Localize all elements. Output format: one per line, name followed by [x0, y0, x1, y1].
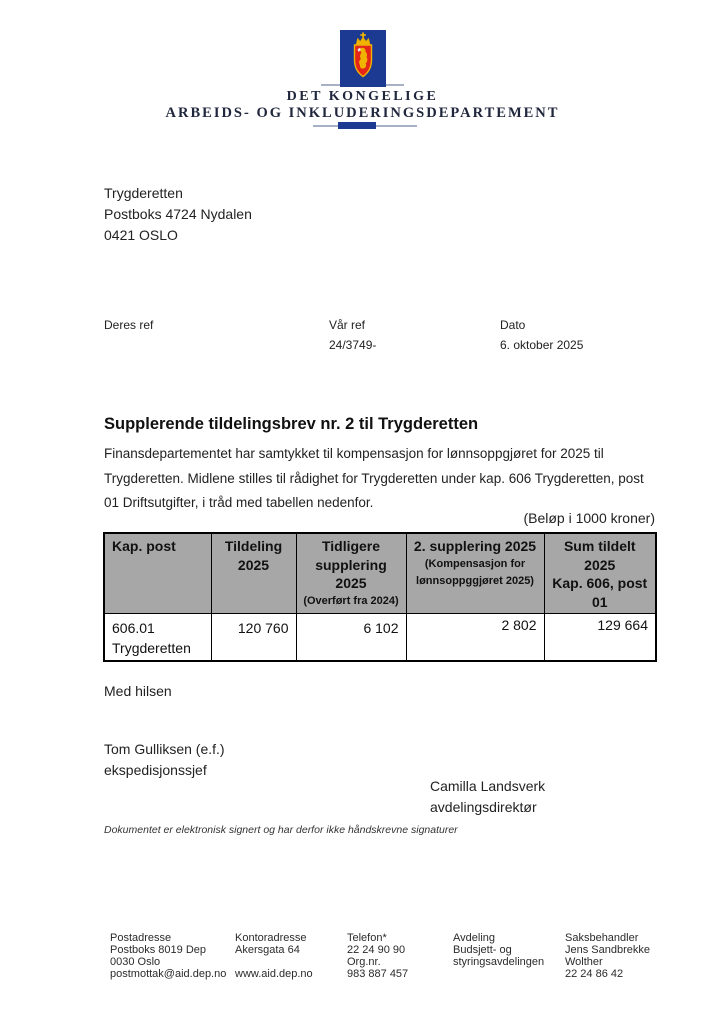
- letterhead-rule-bar: [338, 122, 376, 129]
- signer1-name: Tom Gulliksen (e.f.): [104, 741, 225, 757]
- recipient-city: 0421 OSLO: [104, 227, 178, 243]
- footer-col-saksbehandler: Saksbehandler Jens Sandbrekke Wolther 22 24 86 42: [565, 932, 650, 980]
- col-header-tildeling: Tildeling 2025: [211, 533, 296, 614]
- allocation-table: [103, 532, 657, 662]
- var-ref-label: Vår ref: [329, 318, 366, 332]
- footer-col-avdeling: Avdeling Budsjett- og styringsavdelingen: [453, 932, 545, 968]
- col-header-tidligere-supplering: Tidligere supplering 2025 (Overført fra 2024): [296, 533, 406, 614]
- signer1-block: [104, 739, 225, 781]
- ministry-name-line1: DET KONGELIGE: [286, 89, 439, 104]
- electronic-signature-note: Dokumentet er elektronisk signert og har derfor ikke håndskrevne signaturer: [104, 824, 458, 836]
- recipient-street: Postboks 4724 Nydalen: [104, 206, 252, 222]
- var-ref-block: [329, 318, 376, 352]
- table-header-row: [104, 533, 656, 614]
- footer-col-postadresse: Postadresse Postboks 8019 Dep 0030 Oslo postmottak@aid.dep.no: [110, 932, 227, 980]
- col-header-sum-tildelt: Sum tildelt 2025 Kap. 606, post 01: [544, 533, 656, 614]
- letter-body: [104, 442, 674, 516]
- letter-body-line: Trygderetten. Midlene stilles til rådighet for Trygderetten under kap. 606 Trygderetten, post: [104, 470, 644, 486]
- signer1-title: ekspedisjonssjef: [104, 762, 207, 778]
- deres-ref-block: [104, 318, 153, 332]
- ministry-name-line2: ARBEIDS- OG INKLUDERINGSDEPARTEMENT: [165, 105, 560, 121]
- footer-col-telefon: Telefon* 22 24 90 90 Org.nr. 983 887 457: [347, 932, 409, 980]
- dato-label: Dato: [500, 318, 526, 332]
- dato-block: [500, 318, 583, 352]
- norway-coat-of-arms-icon: [340, 30, 386, 87]
- signer2-title: avdelingsdirektør: [430, 799, 537, 815]
- ministry-letterhead: [0, 0, 725, 121]
- col-header-2-supplering: 2. supplering 2025 (Kompensasjon for lønnsoppggjøret 2025): [406, 533, 544, 614]
- deres-ref-label: Deres ref: [104, 318, 154, 332]
- cell-tidligere: 6 102: [296, 614, 406, 662]
- cell-tildeling: 120 760: [211, 614, 296, 662]
- recipient-address: [104, 183, 252, 246]
- cell-kap-post: 606.01 Trygderetten: [104, 614, 211, 662]
- ministry-name: [0, 89, 725, 121]
- col-header-kap-post: Kap. post: [104, 533, 211, 614]
- coat-of-arms-wrap: [0, 0, 725, 88]
- closing-phrase: Med hilsen: [104, 683, 172, 699]
- recipient-name: Trygderetten: [104, 185, 183, 201]
- var-ref-value: 24/3749-: [329, 338, 377, 352]
- letter-body-line: 01 Driftsutgifter, i tråd med tabellen nedenfor.: [104, 495, 374, 510]
- table-row: [104, 614, 656, 662]
- dato-value: 6. oktober 2025: [500, 338, 584, 352]
- amount-unit-note: (Beløp i 1000 kroner): [523, 510, 655, 526]
- letter-body-line: Finansdepartementet har samtykket til kompensasjon for lønnsoppgjøret for 2025 til: [104, 446, 604, 461]
- cell-supplering: 2 802: [406, 614, 544, 662]
- letterhead-rule-bottom: [0, 122, 725, 130]
- signer2-block: [430, 776, 545, 818]
- footer-website: www.aid.dep.no: [235, 968, 313, 980]
- letter-title: Supplerende tildelingsbrev nr. 2 til Trygderetten: [104, 415, 479, 433]
- cell-sum: 129 664: [544, 614, 656, 662]
- signer2-name: Camilla Landsverk: [430, 778, 546, 794]
- footer-col-kontoradresse: Kontoradresse Akersgata 64 www.aid.dep.no: [235, 932, 313, 980]
- footer-email: postmottak@aid.dep.no: [110, 968, 227, 980]
